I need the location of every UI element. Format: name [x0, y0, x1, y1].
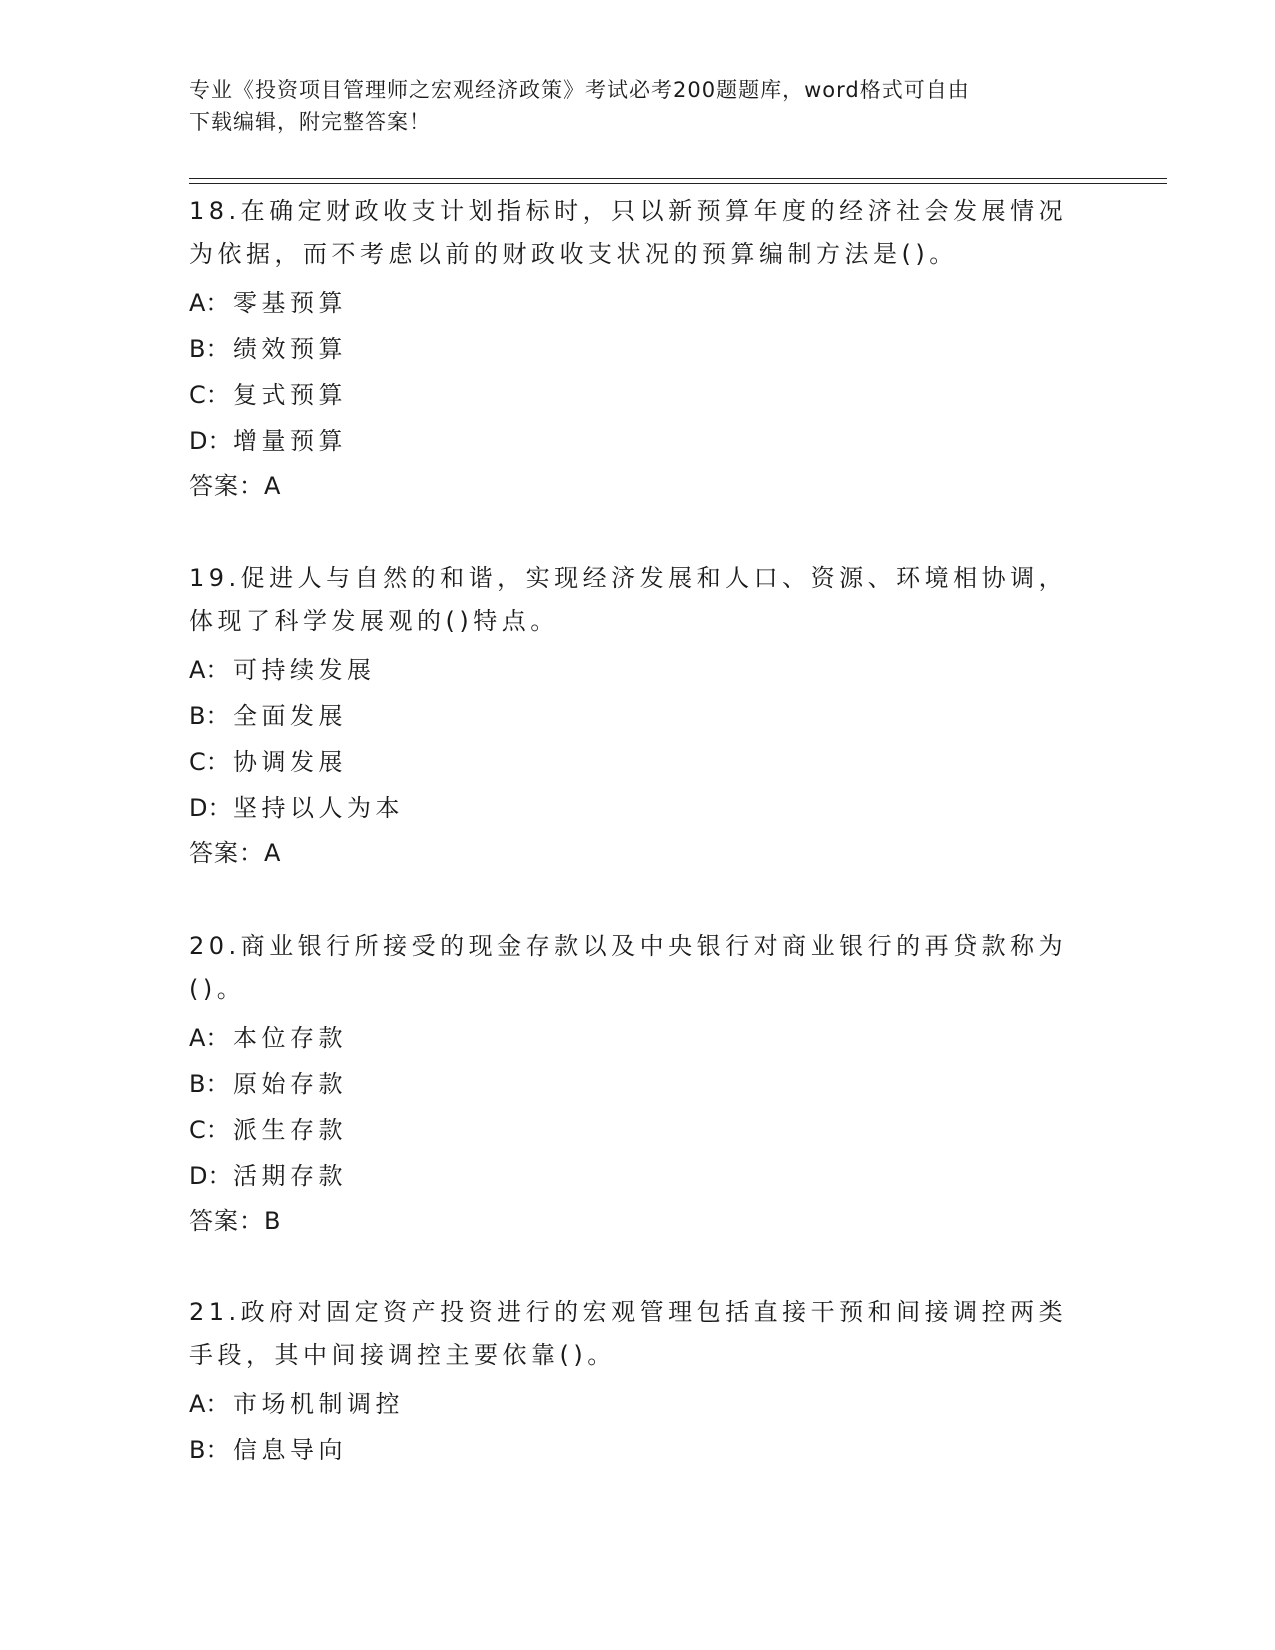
- header-divider-top: [189, 178, 1167, 179]
- question-stem: [189, 190, 1089, 276]
- header-line-2: 下载编辑，附完整答案！: [189, 110, 431, 134]
- option-b: B： 原始存款: [189, 1070, 347, 1098]
- stem-line: 19.促进人与自然的和谐，实现经济发展和人口、资源、环境相协调，: [189, 564, 1068, 592]
- question-stem: [189, 925, 1089, 1011]
- stem-line: 20.商业银行所接受的现金存款以及中央银行对商业银行的再贷款称为: [189, 932, 1068, 960]
- option-list: [189, 1015, 1089, 1199]
- option-list: [189, 647, 1089, 831]
- stem-line: 为依据，而不考虑以前的财政收支状况的预算编制方法是()。: [189, 240, 958, 268]
- answer: 答案：A: [189, 472, 282, 500]
- option-c: C： 协调发展: [189, 748, 347, 776]
- question-21: [189, 1291, 1089, 1473]
- answer: 答案：A: [189, 839, 282, 867]
- option-c: C： 派生存款: [189, 1116, 347, 1144]
- document-header: [189, 74, 1089, 138]
- answer: 答案：B: [189, 1207, 282, 1235]
- option-b: B： 绩效预算: [189, 335, 347, 363]
- stem-line: 手段，其中间接调控主要依靠()。: [189, 1341, 616, 1369]
- question-stem: [189, 1291, 1089, 1377]
- question-19: [189, 557, 1089, 875]
- stem-line: ()。: [189, 975, 246, 1003]
- option-d: D：坚持以人为本: [189, 794, 404, 822]
- stem-line: 21.政府对固定资产投资进行的宏观管理包括直接干预和间接调控两类: [189, 1298, 1068, 1326]
- question-stem: [189, 557, 1089, 643]
- option-c: C： 复式预算: [189, 381, 347, 409]
- option-b: B： 信息导向: [189, 1436, 347, 1464]
- option-b: B： 全面发展: [189, 702, 347, 730]
- header-divider-bottom: [189, 183, 1167, 184]
- stem-line: 体现了科学发展观的()特点。: [189, 607, 559, 635]
- option-list: [189, 1381, 1089, 1473]
- option-d: D：活期存款: [189, 1162, 347, 1190]
- option-list: [189, 280, 1089, 464]
- question-20: [189, 925, 1089, 1243]
- stem-line: 18.在确定财政收支计划指标时，只以新预算年度的经济社会发展情况: [189, 197, 1068, 225]
- question-18: [189, 190, 1089, 508]
- option-a: A： 零基预算: [189, 289, 347, 317]
- option-a: A： 本位存款: [189, 1024, 347, 1052]
- header-line-1: 专业《投资项目管理师之宏观经济政策》考试必考200题题库，word格式可自由: [189, 78, 970, 102]
- option-a: A： 市场机制调控: [189, 1390, 404, 1418]
- option-a: A： 可持续发展: [189, 656, 376, 684]
- option-d: D：增量预算: [189, 427, 347, 455]
